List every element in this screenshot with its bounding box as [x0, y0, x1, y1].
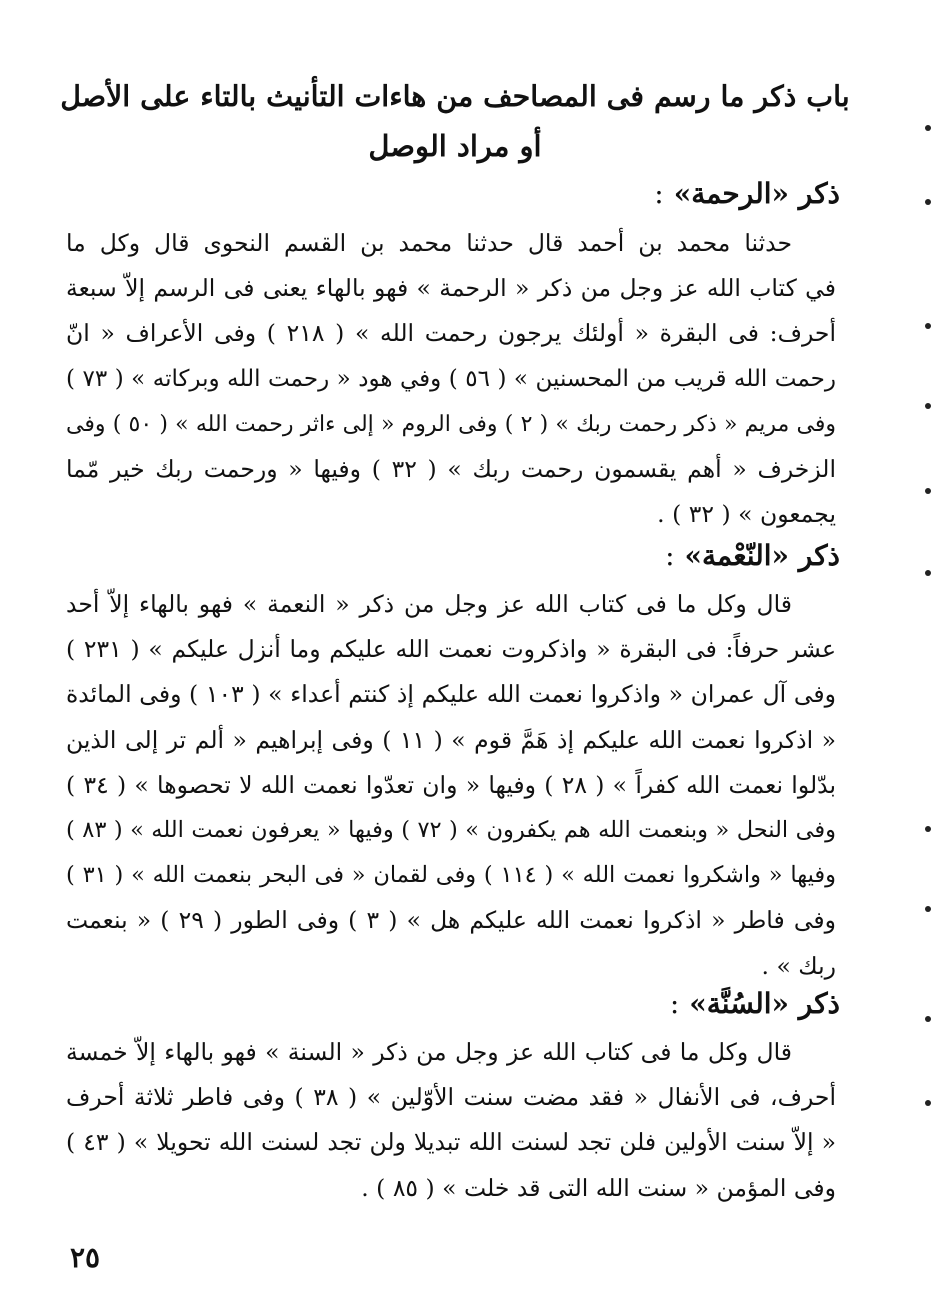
text-line: وفى النحل « وبنعمت الله هم يكفرون » ( ٧٢ ) وفيها « يعرفون نعمت الله » ( ٨٣ ): [66, 816, 836, 843]
text-line: قال وكل ما فى كتاب الله عز وجل من ذكر « النعمة » فهو بالهاء إلاّ أحد: [66, 590, 792, 618]
text-line: وفيها « واشكروا نعمت الله » ( ١١٤ ) وفى لقمان « فى البحر بنعمت الله » ( ٣١ ): [66, 862, 836, 889]
text-line: في كتاب الله عز وجل من ذكر « الرحمة » فهو بالهاء يعنى فى الرسم إلاّ سبعة: [66, 274, 836, 303]
text-line: رحمت الله قريب من المحسنين » ( ٥٦ ) وفي هود « رحمت الله وبركاته » ( ٧٣ ): [66, 365, 836, 392]
section-body-nima: [66, 582, 836, 989]
text-line: « إلاّ سنت الأولين فلن تجد لسنت الله تبديلا ولن تجد لسنت الله تحويلا » ( ٤٣ ): [66, 1128, 836, 1157]
chapter-title-line-1: باب ذكر ما رسم فى المصاحف من هاءات التأنيث بالتاء على الأصل: [60, 79, 850, 113]
margin-dot-mark: [925, 906, 931, 912]
text-line: وفى المؤمن « سنت الله التى قد خلت » ( ٨٥ ) .: [361, 1173, 836, 1202]
section-heading-sunna: [670, 984, 840, 1024]
text-line: بدّلوا نعمت الله كفراً » ( ٢٨ ) وفيها « وان تعدّوا نعمت الله لا تحصوها » ( ٣٤ ): [66, 770, 836, 799]
section-heading-colon: :: [665, 539, 675, 572]
chapter-title-line-2: أو مراد الوصل: [368, 129, 542, 163]
text-line: قال وكل ما فى كتاب الله عز وجل من ذكر « السنة » فهو بالهاء إلاّ خمسة: [66, 1038, 792, 1066]
margin-dot-mark: [925, 125, 931, 131]
margin-dot-mark: [925, 199, 931, 205]
section-heading-text: ذكر «النّعْمة»: [684, 539, 840, 572]
section-heading-nima: [665, 536, 840, 576]
text-line: ربك » .: [761, 951, 836, 980]
text-line: يجمعون » ( ٣٢ ) .: [657, 500, 836, 529]
text-line: أحرف، فى الأنفال « فقد مضت سنت الأوّلين » ( ٣٨ ) وفى فاطر ثلاثة أحرف: [66, 1083, 836, 1112]
text-line: وفى مريم « ذكر رحمت ربك » ( ٢ ) وفى الروم « إلى ءاثر رحمت الله » ( ٥٠ ) وفى: [66, 411, 836, 437]
margin-dot-mark: [925, 1100, 931, 1106]
section-heading-text: ذكر «السُنَّة»: [689, 987, 840, 1020]
text-line: أحرف: فى البقرة « أولئك يرجون رحمت الله » ( ٢١٨ ) وفى الأعراف « انّ: [66, 319, 836, 348]
margin-dot-mark: [925, 403, 931, 409]
text-line: وفى آل عمران « واذكروا نعمت الله عليكم إذ كنتم أعداء » ( ١٠٣ ) وفى المائدة: [66, 680, 836, 709]
section-heading-colon: :: [669, 987, 680, 1020]
section-heading-rahma: [654, 174, 840, 214]
margin-dot-mark: [925, 1016, 931, 1022]
section-body-sunna: [66, 1030, 836, 1211]
text-line: عشر حرفاً: فى البقرة « واذكروت نعمت الله عليكم وما أنزل عليكم » ( ٢٣١ ): [66, 635, 836, 664]
section-body-rahma: [66, 221, 836, 537]
text-line: وفى فاطر « اذكروا نعمت الله عليكم هل » ( ٣ ) وفى الطور ( ٢٩ ) « بنعمت: [66, 906, 836, 935]
text-line: « اذكروا نعمت الله عليكم إذ هَمَّ قوم » ( ١١ ) وفى إبراهيم « ألم تر إلى الذين: [66, 725, 836, 754]
margin-dot-mark: [925, 488, 931, 494]
section-heading-text: ذكر «الرحمة»: [673, 177, 840, 210]
section-heading-colon: :: [654, 177, 664, 210]
margin-dot-mark: [925, 323, 931, 329]
margin-dot-mark: [925, 570, 931, 576]
text-line: الزخرف « أهم يقسمون رحمت ربك » ( ٣٢ ) وفيها « ورحمت ربك خير مّما: [66, 454, 836, 483]
page-number: ٢٥: [70, 1241, 101, 1274]
text-line: حدثنا محمد بن أحمد قال حدثنا محمد بن القسم النحوى قال وكل ما: [66, 229, 792, 257]
margin-dot-mark: [925, 826, 931, 832]
